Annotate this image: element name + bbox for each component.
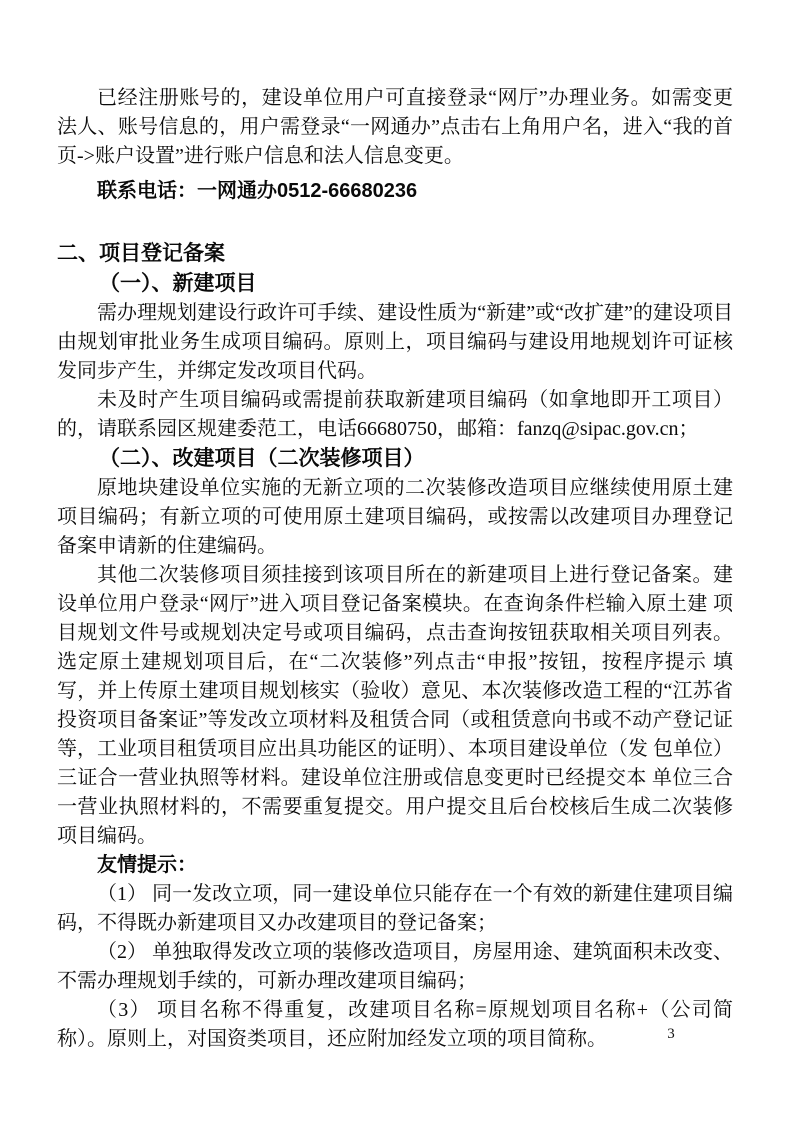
tip-item-1: （1） 同一发改立项，同一建设单位只能存在一个有效的新建住建项目编码，不得既办新建项目又办改建项目的登记备案； <box>57 883 733 934</box>
new-project-paragraph-1: 需办理规划建设行政许可手续、建设性质为“新建”或“改扩建”的建设项目由规划审批业务生成项目编码。原则上，项目编码与建设用地规划许可证核发同步产生，并绑定发改项目代码。 <box>57 302 733 382</box>
subsection-title-renovation-project: （二）、改建项目（二次装修项目） <box>99 447 425 470</box>
tip-item-2: （2） 单独取得发改立项的装修改造项目，房屋用途、建筑面积未改变、不需办理规划手续的，可新办理改建项目编码； <box>57 941 733 992</box>
renovation-paragraph-1: 原地块建设单位实施的无新立项的二次装修改造项目应继续使用原土建项目编码；有新立项的可使用原土建项目编码，或按需以改建项目办理登记备案申请新的住建编码。 <box>57 477 733 557</box>
intro-paragraph: 已经注册账号的，建设单位用户可直接登录“网厅”办理业务。如需变更法人、账号信息的，用户需登录“一网通办”点击右上角用户名，进入“我的首页->账户设置”进行账户信息和法人信息变更。 <box>57 87 733 167</box>
subsection-title-new-project: （一）、新建项目 <box>99 272 257 295</box>
tips-title: 友情提示： <box>97 854 197 876</box>
section-title-registration: 二、项目登记备案 <box>57 242 225 265</box>
new-project-paragraph-2: 未及时产生项目编码或需提前获取新建项目编码（如拿地即开工项目）的，请联系园区规建委范工，电话66680750，邮箱：fanzq@sipac.gov.cn； <box>57 389 733 440</box>
page-number: 3 <box>667 1026 675 1042</box>
renovation-paragraph-2: 其他二次装修项目须挂接到该项目所在的新建项目上进行登记备案。建 设单位用户登录“网厅”进入项目登记备案模块。在查询条件栏输入原土建 项目规划文件号或规划决定号或项目编码，点击查询按钮获取相关项目列表。选定原土建规划项目后，在“二次装修”列点击“申报”按钮，按程序提示 填写，并上传原土建项目规划核实（验收）意见、本次装修改造工程的“江苏省投资项目备案证”等发改立项材料及租赁合同（或租赁意向书或不动产登记证等，工业项目租赁项目应出具功能区的证明）、本项目建设单位（发 包单位）三证合一营业执照等材料。建设单位注册或信息变更时已经提交本 单位三合一营业执照材料的，不需要重复提交。用户提交且后台校核后生成二次装修项目编码。 <box>57 564 733 847</box>
tip-item-3: （3） 项目名称不得重复，改建项目名称=原规划项目名称+（公司简称）。原则上，对国资类项目，还应附加经发立项的项目简称。 <box>57 999 733 1050</box>
contact-phone-line: 联系电话：一网通办0512-66680236 <box>97 180 418 202</box>
document-body <box>57 84 733 1054</box>
